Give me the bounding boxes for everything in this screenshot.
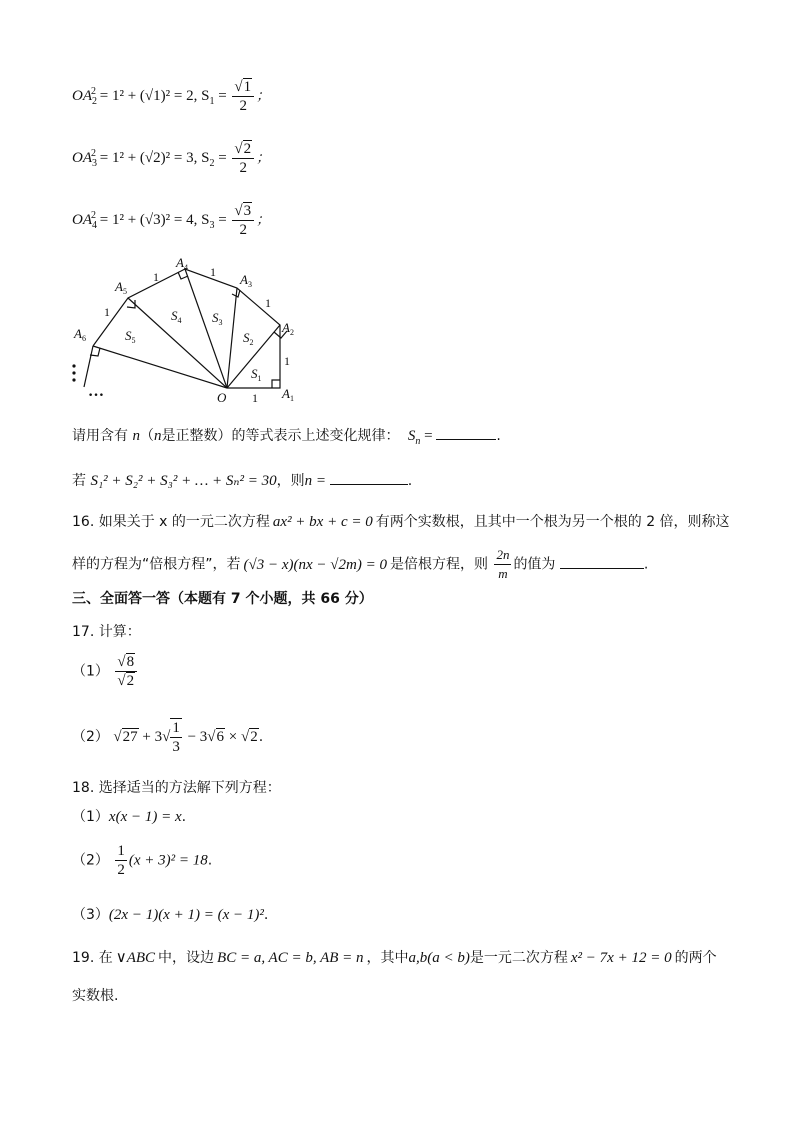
q18-part1: （1）x(x − 1) = x. bbox=[72, 809, 187, 825]
fraction: $\frac{1}{2}$ bbox=[117, 843, 125, 878]
section-heading: 三、全面答一答（本题有 7 个小题，共 66 分） bbox=[72, 591, 373, 607]
seg-label-a1o: 1 bbox=[252, 391, 258, 405]
q16-line1: 16. 如果关于 x 的一元二次方程 ax² + bx + c = 0 有两个实数根，且其中一个根为另一个根的 2 倍，则称这 bbox=[72, 514, 730, 530]
label-s3: $S_3$ bbox=[212, 310, 223, 327]
label-a2: $A_2$ bbox=[282, 320, 294, 337]
label-a5: $A_5$ bbox=[115, 279, 127, 296]
q16-line2: 样的方程为“倍根方程”，若 (√3 − x)(nx − √2m) = 0 是倍根方程，则 $\frac{2n}{m}$ 的值为 . bbox=[72, 547, 649, 581]
fraction: $\frac{2n}{m}$ bbox=[496, 547, 510, 581]
q19-line1: 19. 在 ∨ABC 中，设边 BC = a, AC = b, AB = n ，其中a,b(a < b)是一元二次方程 x² − 7x + 12 = 0 的两个 bbox=[72, 950, 717, 966]
seg-label-a2a3: 1 bbox=[265, 296, 271, 310]
q17-title: 17. 计算： bbox=[72, 624, 141, 640]
formula-oa4: $OA_4^2 = 1^2 + (√3)^2 = 4$, $S_3$ = $\frac{√3}{2}$ ； bbox=[72, 203, 271, 238]
q15-line2: 若 S₁² + S₂² + S₃² + … + Sₙ² = 30，则n = . bbox=[72, 470, 412, 490]
q18-title: 18. 选择适当的方法解下列方程： bbox=[72, 780, 281, 796]
seg-label-a5a6: 1 bbox=[104, 305, 110, 319]
q15-line1: 请用含有 n（n是正整数）的等式表示上述变化规律： $S_n$ = . bbox=[72, 425, 501, 445]
label-a1: $A_1$ bbox=[282, 386, 294, 403]
fraction: $\frac{1}{3}$ bbox=[172, 720, 180, 755]
fraction: $\frac{√1}{2}$ bbox=[232, 78, 254, 115]
tail-line bbox=[84, 346, 93, 387]
answer-blank[interactable] bbox=[436, 425, 496, 440]
fraction: $\frac{√8}{√2}$ bbox=[115, 653, 137, 690]
label-s4: $S_4$ bbox=[171, 308, 182, 325]
seg-label-a4a5: 1 bbox=[153, 270, 159, 284]
label-s1: $S_1$ bbox=[251, 366, 262, 383]
formula-oa3: $OA_3^2 = 1^2 + (√2)^2 = 3$, $S_2$ = $\frac{√2}{2}$ ； bbox=[72, 141, 271, 176]
ellipsis: … bbox=[88, 383, 104, 400]
seg-label-a3a4: 1 bbox=[210, 265, 216, 279]
fraction: $\frac{√2}{2}$ bbox=[232, 140, 254, 177]
label-s5: $S_5$ bbox=[125, 328, 136, 345]
label-a6: $A_6$ bbox=[74, 326, 86, 343]
label-o: O bbox=[217, 390, 227, 405]
q17-part2: （2） √27 + 3√ $\frac{1}{3}$ − 3√6 × √2. bbox=[72, 720, 264, 755]
radius-oa3 bbox=[227, 288, 237, 388]
q19-line2: 实数根. bbox=[72, 988, 119, 1004]
label-a4: $A_4$ bbox=[176, 255, 188, 272]
radius-oa4 bbox=[185, 269, 227, 388]
right-angle-a1 bbox=[272, 380, 280, 388]
answer-blank[interactable] bbox=[560, 554, 644, 569]
q18-part2: （2） $\frac{1}{2}$ (x + 3)² = 18. bbox=[72, 843, 213, 878]
q18-part3: （3）(2x − 1)(x + 1) = (x − 1)². bbox=[72, 907, 269, 923]
fraction: $\frac{√3}{2}$ bbox=[232, 202, 254, 239]
formula-oa2: $OA_2^2 = 1^2 + (√1)^2 = 2$, $S_1$ = $\frac{√1}{2}$ ； bbox=[72, 79, 271, 114]
label-a3: $A_3$ bbox=[240, 272, 252, 289]
label-s2: $S_2$ bbox=[243, 330, 254, 347]
q17-part1: （1） $\frac{√8}{√2}$ bbox=[72, 653, 139, 690]
radius-oa6 bbox=[93, 346, 227, 388]
answer-blank[interactable] bbox=[330, 470, 408, 485]
spiral-figure bbox=[60, 252, 310, 407]
seg-label-a1a2: 1 bbox=[284, 354, 290, 368]
